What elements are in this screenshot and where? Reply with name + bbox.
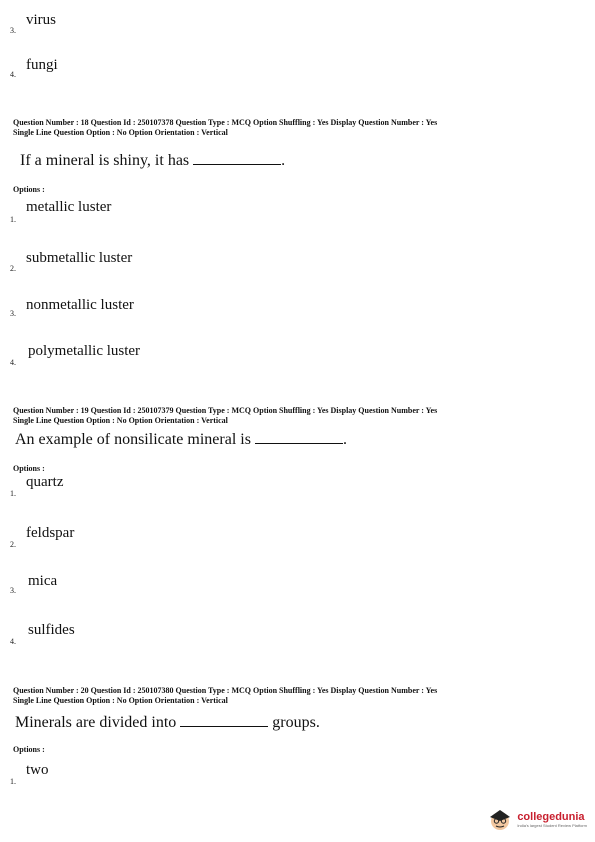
options-label: Options : bbox=[13, 745, 45, 754]
logo-tagline: India's largest Student Review Platform bbox=[517, 822, 587, 828]
option-number: 3. bbox=[10, 26, 16, 35]
option-number: 3. bbox=[10, 309, 16, 318]
option-text: sulfides bbox=[28, 622, 75, 638]
option-text: submetallic luster bbox=[26, 250, 133, 266]
answer-blank bbox=[180, 713, 268, 727]
question-stem: If a mineral is shiny, it has . bbox=[20, 152, 286, 169]
option-text: quartz bbox=[26, 474, 64, 490]
collegedunia-logo bbox=[487, 806, 587, 832]
option-text: virus bbox=[26, 12, 56, 28]
option-text: feldspar bbox=[26, 525, 75, 541]
student-avatar-icon bbox=[487, 806, 513, 832]
option-text: metallic luster bbox=[26, 199, 112, 215]
option-number: 2. bbox=[10, 540, 16, 549]
option-number: 4. bbox=[10, 637, 16, 646]
option-number: 4. bbox=[10, 358, 16, 367]
question-meta: Question Number : 18 Question Id : 250107378 Question Type : MCQ Option Shuffling : Yes Display Question Number : Yes Single Line Question Option : No Option Orientation : Vertical bbox=[13, 118, 438, 137]
option-number: 4. bbox=[10, 70, 16, 79]
option-text: fungi bbox=[26, 57, 58, 73]
option-text: two bbox=[26, 762, 49, 778]
question-meta: Question Number : 20 Question Id : 250107380 Question Type : MCQ Option Shuffling : Yes Display Question Number : Yes Single Line Question Option : No Option Orientation : Vertical bbox=[13, 686, 438, 705]
option-text: mica bbox=[28, 573, 58, 589]
option-number: 3. bbox=[10, 586, 16, 595]
option-number: 1. bbox=[10, 777, 16, 786]
question-stem: An example of nonsilicate mineral is . bbox=[15, 431, 347, 448]
answer-blank bbox=[255, 430, 343, 444]
question-meta: Question Number : 19 Question Id : 250107379 Question Type : MCQ Option Shuffling : Yes Display Question Number : Yes Single Line Question Option : No Option Orientation : Vertical bbox=[13, 406, 438, 425]
options-label: Options : bbox=[13, 464, 45, 473]
option-number: 2. bbox=[10, 264, 16, 273]
answer-blank bbox=[193, 151, 281, 165]
logo-name: collegedunia bbox=[517, 810, 585, 823]
option-number: 1. bbox=[10, 215, 16, 224]
option-number: 1. bbox=[10, 489, 16, 498]
option-text: polymetallic luster bbox=[28, 343, 141, 359]
options-label: Options : bbox=[13, 185, 45, 194]
question-stem: Minerals are divided into groups. bbox=[15, 714, 320, 731]
option-text: nonmetallic luster bbox=[26, 297, 134, 313]
